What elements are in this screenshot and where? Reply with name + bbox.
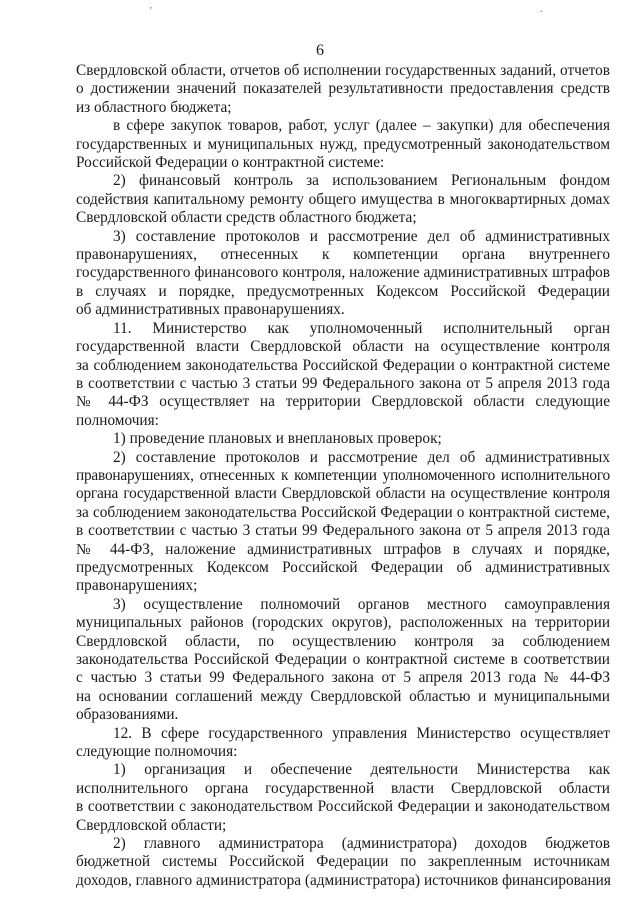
text-line: образованиями.: [76, 706, 179, 724]
text-line: доходов, главного администратора (администратора) источников финансирования: [76, 871, 611, 889]
text-line: законодательства Российской Федерации о контрактной системе в соответствии: [76, 651, 610, 668]
text-line: в соответствии с частью 3 статьи 99 Федерального закона от 5 апреля 2013 года: [76, 522, 610, 540]
text-line: 3) осуществление полномочий органов местного самоуправления: [113, 595, 610, 613]
text-line: правонарушениях;: [76, 577, 198, 595]
text-line: на основании соглашений между Свердловской областью и муниципальными: [76, 687, 610, 705]
margin-mark-left: ': [150, 6, 152, 17]
text-line: правонарушениях, отнесенных к компетенции уполномоченного исполнительного: [76, 466, 610, 484]
text-line: государственных и муниципальных нужд, предусмотренный законодательством: [76, 135, 610, 153]
text-line: следующие полномочия:: [76, 743, 238, 761]
text-line: органа государственной власти Свердловской области на осуществление контроля: [76, 485, 610, 503]
text-line: правонарушениях, отнесенных к компетенции органа внутреннего: [76, 246, 610, 264]
text-line: 2) финансовый контроль за использованием Региональным фондом: [113, 172, 610, 190]
text-line: в сфере закупок товаров, работ, услуг (далее – закупки) для обеспечения: [113, 117, 610, 135]
text-line: 2) главного администратора (администратора) доходов бюджетов: [113, 835, 610, 853]
text-line: государственной власти Свердловской области на осуществление контроля: [76, 338, 610, 356]
text-line: муниципальных районов (городских округов), расположенных на территории: [76, 614, 610, 632]
text-line: за соблюдением законодательства Российской Федерации о контрактной системе: [76, 356, 610, 374]
text-line: предусмотренных Кодексом Российской Федерации об административных: [76, 558, 610, 576]
page-number: 6: [316, 42, 324, 59]
text-line: 12. В сфере государственного управления Министерство осуществляет: [113, 724, 610, 742]
text-line: 11. Министерство как уполномоченный исполнительный орган: [113, 319, 610, 337]
text-line: бюджетной системы Российской Федерации по закрепленным источникам: [76, 853, 610, 871]
text-line: о достижении значений показателей результативности предоставления средств: [76, 80, 610, 98]
text-line: 1) организация и обеспечение деятельности Министерства как: [113, 761, 610, 779]
text-line: Свердловской области;: [76, 816, 227, 834]
text-line: исполнительного органа государственной власти Свердловской области: [76, 779, 610, 797]
text-line: в соответствии с частью 3 статьи 99 Федерального закона от 5 апреля 2013 года: [76, 374, 610, 392]
document-body: [76, 62, 610, 890]
text-line: № 44-ФЗ осуществляет на территории Свердловской области следующие: [76, 393, 610, 411]
text-line: Российской Федерации о контрактной системе:: [76, 154, 385, 172]
text-line: 2) составление протоколов и рассмотрение дел об административных: [113, 448, 610, 466]
text-line: государственного финансового контроля, наложение административных штрафов: [76, 264, 610, 282]
text-line: № 44-ФЗ, наложение административных штрафов в случаях и порядке,: [76, 540, 610, 558]
text-line: Свердловской области, по осуществлению контроля за соблюдением: [76, 632, 610, 650]
text-line: из областного бюджета;: [76, 98, 232, 116]
text-line: содействия капитальному ремонту общего имущества в многоквартирных домах: [76, 190, 610, 208]
text-line: полномочия:: [76, 411, 159, 429]
text-line: Свердловской области, отчетов об исполнении государственных заданий, отчетов: [76, 62, 610, 79]
text-line: в случаях и порядке, предусмотренных Кодексом Российской Федерации: [76, 282, 610, 300]
text-line: за соблюдением законодательства Российской Федерации о контрактной системе,: [76, 503, 610, 521]
text-line: с частью 3 статьи 99 Федерального закона от 5 апреля 2013 года № 44-ФЗ: [76, 669, 610, 687]
text-line: Свердловской области средств областного бюджета;: [76, 209, 417, 227]
text-line: в соответствии с законодательством Российской Федерации и законодательством: [76, 798, 610, 816]
margin-mark-right: .: [540, 4, 543, 15]
text-line: 1) проведение плановых и внеплановых проверок;: [113, 430, 442, 448]
text-line: об административных правонарушениях.: [76, 301, 345, 319]
text-line: 3) составление протоколов и рассмотрение дел об административных: [113, 227, 610, 245]
